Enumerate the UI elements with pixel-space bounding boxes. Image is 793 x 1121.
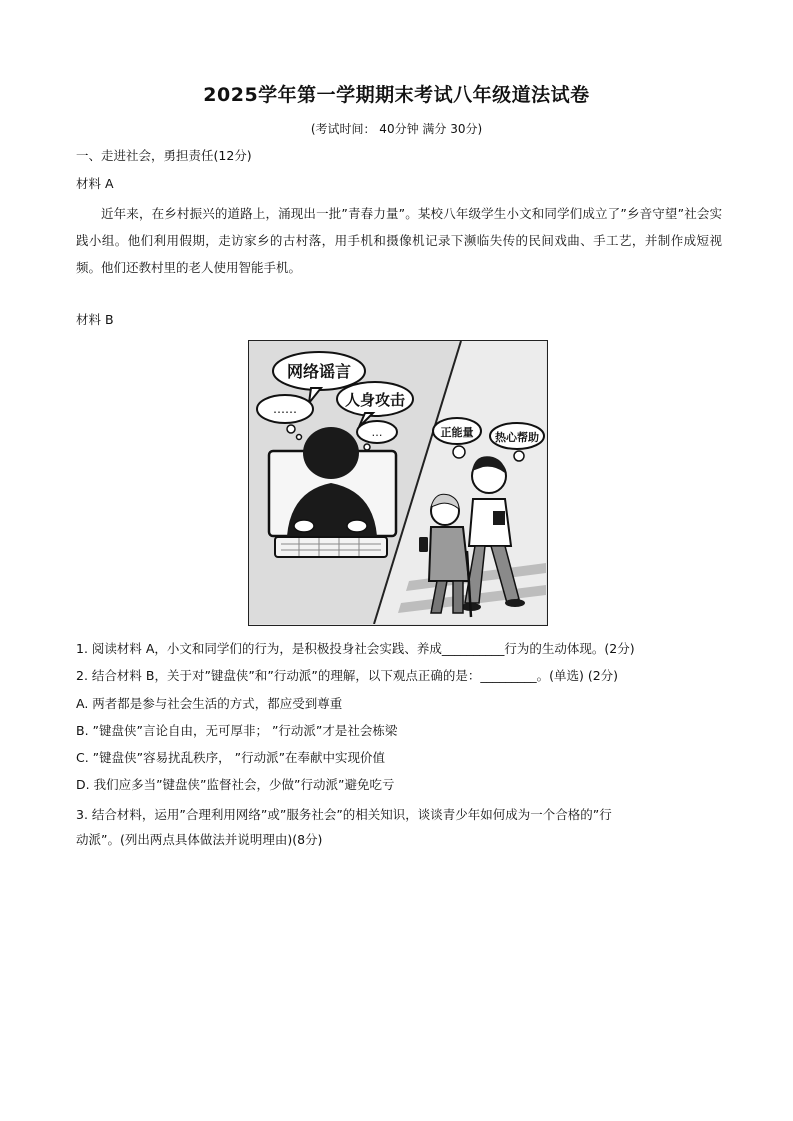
option-b: B. ”键盘侠”言论自由，无可厚非； ”行动派”才是社会栋梁 (76, 723, 398, 738)
material-b-cartoon (248, 340, 548, 626)
bubble-dots-small-text: … (371, 426, 383, 439)
bubble-help-text: 热心帮助 (495, 431, 539, 444)
question-3-line1: 3. 结合材料，运用”合理利用网络”或”服务社会”的相关知识，谈谈青少年如何成为一个合格的”行 (76, 807, 612, 822)
option-a: A. 两者都是参与社会生活的方式，都应受到尊重 (76, 696, 343, 711)
question-2: 2. 结合材料 B，关于对”键盘侠”和”行动派”的理解，以下观点正确的是：_________。(单选) (2分) (76, 668, 619, 683)
exam-title: 2025学年第一学期期末考试八年级道法试卷 (203, 84, 590, 106)
section-heading: 一、走进社会，勇担责任(12分) (76, 148, 252, 163)
bubble-attack-text: 人身攻击 (344, 391, 406, 409)
bubble-dots-text: …… (273, 402, 297, 416)
question-1: 1. 阅读材料 A，小文和同学们的行为，是积极投身社会实践、养成__________行为的生动体现。(2分) (76, 641, 635, 656)
bubble-rumor-text: 网络谣言 (286, 362, 352, 381)
bubble-positive-text: 正能量 (440, 426, 474, 439)
material-a-text: 近年来，在乡村振兴的道路上，涌现出一批”青春力量”。某校八年级学生小文和同学们成立了”乡音守望”社会实践小组。他们利用假期，走访家乡的古村落，用手机和摄像机记录下濒临失传的民间戏曲、手工艺，并制作成短视频。他们还教村里的老人使用智能手机。 (76, 206, 722, 275)
option-c: C. ”键盘侠”容易扰乱秩序， ”行动派”在奉献中实现价值 (76, 750, 386, 765)
material-b-label: 材料 B (76, 312, 114, 327)
material-a-label: 材料 A (76, 176, 114, 191)
question-3-line2: 动派”。(列出两点具体做法并说明理由)(8分) (76, 832, 323, 847)
option-d: D. 我们应多当”键盘侠”监督社会，少做”行动派”避免吃亏 (76, 777, 395, 792)
exam-subtitle: (考试时间： 40分钟 满分 30分) (310, 122, 483, 136)
